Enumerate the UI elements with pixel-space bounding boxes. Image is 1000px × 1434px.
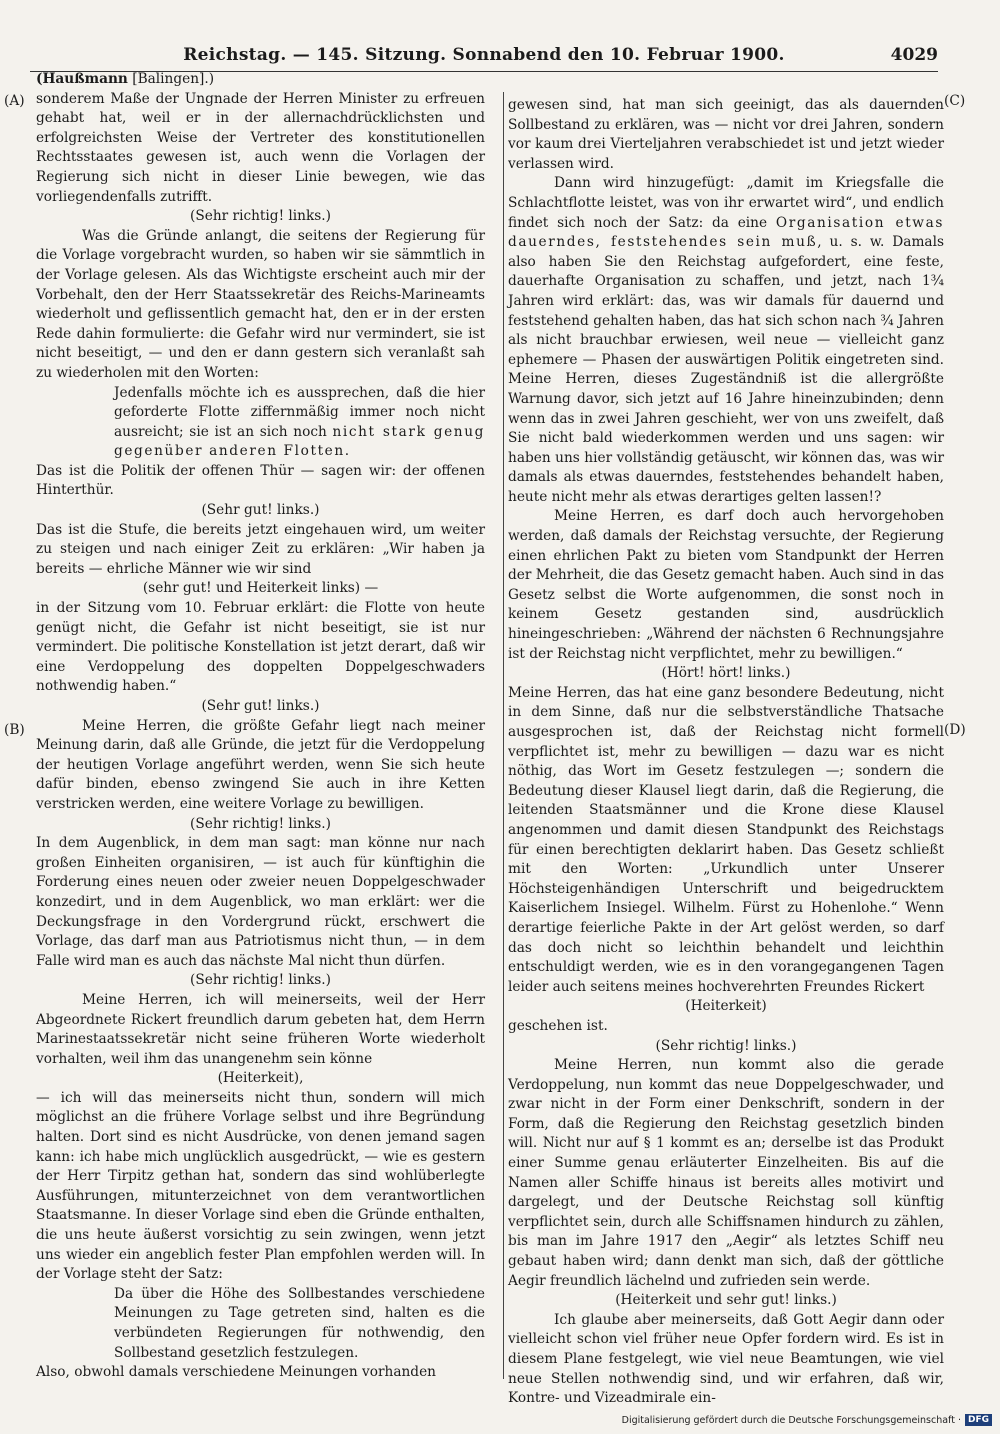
interjection: (Sehr richtig! links.) (190, 208, 331, 225)
paragraph: in der Sitzung vom 10. Februar erklärt: die Flotte von heute genügt nicht, die Gefahr ist nicht beseitigt, sie ist nur vermindert. Die politische Konstellation ist jetzt derart, daß wir eine Verdoppelung des doppelten Doppelgeschwaders nothwendig haben.“ (36, 600, 485, 695)
paragraph: — ich will das meinerseits nicht thun, sondern will mich möglichst an die frühere Vorlage selbst und ihre Begründung halten. Dort sind es nicht Ausdrücke, von denen jemand sagen kann: ich habe mich unglücklich ausgedrückt, — wie es gestern der Herr Tirpitz gethan hat, sondern das sind wohlüberlegte Ausführungen, mitunterzeichnet von dem verantwortlichen Staatsmanne. In dieser Vorlage sind eben die Gründe enthalten, die uns heute äußerst vorsichtig zu sein zwingen, wenn jetzt uns wieder ein angeblich fester Plan empfohlen werden will. In der Vorlage steht der Satz: (36, 1089, 485, 1283)
speaker-line (36, 70, 485, 90)
digitization-footer (622, 1414, 992, 1426)
emphasis-text: Organisation etwas dauerndes, feststehendes sein muß (508, 214, 945, 251)
paragraph: gewesen sind, hat man sich geeinigt, das als dauernden Sollbestand zu erklären, was — nicht vor drei Jahren, sondern vor kaum drei Vierteljahren verabschiedet ist und jetzt wieder verlassen wird. (508, 97, 944, 172)
running-title: Reichstag. — 145. Sitzung. Sonnabend den 10. Februar 1900. (183, 45, 785, 65)
interjection: (Sehr richtig! links.) (190, 815, 331, 832)
interjection: (Hört! hört! links.) (661, 665, 791, 682)
paragraph: Was die Gründe anlangt, die seitens der Regierung für die Vorlage vorgebracht wurden, so haben wir sie sämmtlich in der Vorlage gelesen. Als das Wichtigste erscheint auch mir der Vorbehalt, den der Herr Staatssekretär des Reichs-Marineamts wiederholt und geflissentlich gemacht hat, den er in der ersten Rede dahin formulierte: die Gefahr wird nur vermindert, sie ist nicht beseitigt, — und den er dann gestern sich veranlaßt sah zu wiederholen mit den Worten: (36, 227, 485, 381)
dfg-logo: DFG (965, 1414, 992, 1426)
column-divider (503, 92, 504, 1379)
paragraph (508, 174, 944, 507)
interjection: (sehr gut! und Heiterkeit links) — (142, 580, 379, 597)
margin-marker-a: (A) (4, 93, 25, 109)
paragraph: Meine Herren, nun kommt also die gerade Verdoppelung, nun kommt das neue Doppelgeschwader, und zwar nicht in der Form einer Denkschrift, sondern in der Form, daß die Regierung den Reichstag gesetzlich binden will. Nicht nur auf § 1 kommt es an; derselbe ist das Produkt einer Summe genau erläuterter Einzelheiten. Bis auf die Namen aller Schiffe hinaus ist bereits alles motivirt und dargelegt, und der Deutsche Reichstag soll künftig verpflichtet sein, durch alle Schiffsnamen hindurch zu zählen, bis man im Jahre 1917 den „Aegir“ als letztes Schiff neu gebaut haben wird; dann denkt man sich, daß der göttliche Aegir freundlich lächelnd und zufrieden sein werde. (508, 1057, 944, 1289)
interjection: (Sehr richtig! links.) (190, 972, 331, 989)
paragraph: Meine Herren, es darf doch auch hervorgehoben werden, daß damals der Reichstag versuchte, der Regierung einen ehrlichen Pakt zu bieten vom Standpunkt der Herren der Mehrheit, die das Gesetz gemacht haben. Auch sind in das Gesetz selbst die Worte aufgenommen, die sonst noch in keinem Gesetz gestanden sind, ausdrücklich hineingeschrieben: „Während der nächsten 6 Rechnungsjahre ist der Reichstag nicht verpflichtet, mehr zu bewilligen.“ (508, 508, 944, 662)
paragraph: Meine Herren, ich will meinerseits, weil der Herr Abgeordnete Rickert freundlich darum gebeten hat, dem Herrn Marinestaatssekretär nicht seine früheren Worte wiederholt vorhalten, weil ihm das unangenehm sein könne (36, 991, 485, 1067)
paragraph: sonderem Maße der Ungnade der Herren Minister zu erfreuen gehabt hat, weil er in der allernachdrücklichsten und erfolgreichsten Weise der Vertreter des konstitutionellen Rechtsstaates gewesen ist, auch wenn die Vorlagen der Regierung sich nicht in dieser Linie bewegen, wie das vorliegendenfalls zutrifft. (36, 90, 485, 205)
margin-marker-b: (B) (4, 722, 25, 738)
right-column (508, 96, 944, 1409)
interjection: (Heiterkeit) (685, 998, 767, 1015)
left-column (36, 70, 485, 1383)
paragraph: Das ist die Politik der offenen Thür — sagen wir: der offenen Hinterthür. (36, 462, 485, 499)
quote-text: Jedenfalls möchte ich es aussprechen, daß die hier geforderte Flotte ziffernmäßig immer noch nicht ausreicht; sie ist an sich noch (114, 384, 485, 440)
page-number: 4029 (890, 45, 938, 65)
paragraph: geschehen ist. (508, 1017, 608, 1034)
block-quote (36, 384, 485, 462)
paragraph-text: , u. s. w. Damals also haben Sie den Reichstag aufgefordert, eine feste, dauerhafte Organisation zu schaffen, und jetzt, nach 1¾ Jahren wird erklärt: das, was wir damals für dauernd und feststehend gehalten haben, das hat sich schon nach ¾ Jahren als nicht brauchbar erwiesen, weil neue — vielleicht ganz ephemere — Phasen der auswärtigen Politik eingetreten sind. Meine Herren, dieses Zugeständniß ist die allergrößte Warnung davor, sich jetzt auf 16 Jahre hineinzubinden; denn wenn das in zwei Jahren geschieht, wer von uns zweifelt, daß Sie nicht bald wiederkommen werden und uns sagen: wir haben uns hier vollständig getäuscht, wir können das, was wir damals als etwas dauerndes, feststehendes behandelt haben, heute nicht mehr als etwas derartiges gelten lassen!? (508, 234, 944, 505)
speaker-name: (Haußmann (36, 71, 128, 87)
paragraph-text: Dann wird hinzugefügt: „damit im Kriegsfalle die Schlachtflotte leistet, was von ihr erwartet wird“, und endlich findet sich noch der Satz: da eine (508, 175, 944, 231)
quote-emphasis: nicht stark genug gegenüber anderen Flotten. (114, 423, 485, 460)
footer-credit: Digitalisierung gefördert durch die Deutsche Forschungsgemeinschaft · (621, 1414, 961, 1426)
page-header (30, 45, 938, 71)
paragraph: Meine Herren, das hat eine ganz besondere Bedeutung, nicht in dem Sinne, daß nur die selbstverständliche Thatsache ausgesprochen ist, daß der Reichstag nicht formell verpflichtet ist, mehr zu bewilligen — dazu war es nicht nöthig, das Wort im Gesetz festzulegen —; sondern die Bedeutung dieser Klausel liegt darin, daß die Regierung, die leitenden Staatsmänner und die Krone diese Klausel angenommen und damit diesen Standpunkt des Reichstags für einen berechtigten deklarirt haben. Das Gesetz schließt mit den Worten: „Urkundlich unter Unserer Höchsteigenhändigen Unterschrift und beigedrucktem Kaiserlichem Insiegel. Wilhelm. Fürst zu Hohenlohe.“ Wenn derartige feierliche Pakte in der Art gelöst werden, so darf das doch nicht so leichthin behandelt und leichthin entschuldigt werden, wie es in den vorangegangenen Tagen leider auch seitens meines hochverehrten Freundes Rickert (508, 684, 944, 995)
interjection: (Sehr gut! links.) (201, 698, 320, 714)
interjection: (Sehr gut! links.) (201, 502, 320, 519)
interjection: (Sehr richtig! links.) (655, 1037, 797, 1054)
interjection: (Heiterkeit), (217, 1070, 304, 1087)
speaker-place: [Balingen].) (127, 71, 215, 87)
paragraph: Das ist die Stufe, die bereits jetzt eingehauen wird, um weiter zu steigen und nach einiger Zeit zu erklären: „Wir haben ja bereits — ehrliche Männer wie wir sind (36, 521, 485, 577)
paragraph: Meine Herren, die größte Gefahr liegt nach meiner Meinung darin, daß alle Gründe, die jetzt für die Verdoppelung der heutigen Vorlage angeführt werden, wenn Sie sich heute dafür binden, ebenso zwingend Sie auch in ihre Ketten verstricken werden, eine weitere Vorlage zu bewilligen. (36, 717, 485, 812)
margin-marker-c: (C) (944, 93, 966, 109)
paragraph: In dem Augenblick, in dem man sagt: man könne nur nach großen Einheiten organisiren, — ist auch für künftighin die Forderung eines neuen oder zweier neuen Doppelgeschwader konzedirt, und in dem Augenblick, wo man erklärt: wer die Deckungsfrage in den Vordergrund rückt, erschwert die Vorlage, das darf man aus Patriotismus nicht thun, — in dem Falle wird man es auch das nächste Mal nicht thun dürfen. (36, 835, 485, 969)
interjection: (Heiterkeit und sehr gut! links.) (615, 1292, 837, 1309)
paragraph: Ich glaube aber meinerseits, daß Gott Aegir dann oder vielleicht schon viel früher neue Opfer fordern wird. Es ist in diesem Plane festgelegt, wie viel neue Beamtungen, wie viel neue Stellen nothwendig sind, und wir erfahren, daß wir, Kontre- und Vizeadmirale ein- (508, 1311, 944, 1407)
block-quote: Da über die Höhe des Sollbestandes verschiedene Meinungen zu Tage getreten sind, halten es die verbündeten Regierungen für nothwendig, den Sollbestand gesetzlich festzulegen. (114, 1285, 485, 1361)
margin-marker-d: (D) (944, 722, 966, 738)
paragraph: Also, obwohl damals verschiedene Meinungen vorhanden (36, 1364, 436, 1381)
